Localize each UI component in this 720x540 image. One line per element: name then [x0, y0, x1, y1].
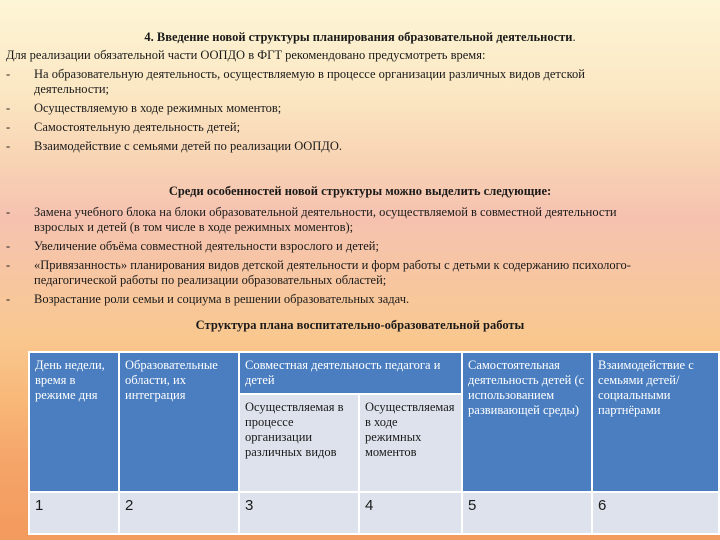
intro-text: Для реализации обязательной части ООПДО в ФГТ рекомендовано предусмотреть время: — [6, 48, 486, 62]
column-number: 6 — [592, 492, 719, 534]
header-interaction: Взаимодействие с семьями детей/социальными партнёрами — [592, 352, 719, 492]
header-independent-activity: Самостоятельная деятельность детей (с использованием развивающей среды) — [462, 352, 592, 492]
header-day: День недели, время в режиме дня — [29, 352, 119, 492]
list-item: - Замена учебного блока на блоки образовательной деятельности, осуществляемой в совместной деятельности взрослых и детей (в том числе в ходе режимных моментов); — [4, 205, 644, 235]
list-item: - На образовательную деятельность, осуществляемую в процессе организации различных видов детской деятельности; — [4, 67, 644, 97]
list-item: - Самостоятельную деятельность детей; — [4, 120, 644, 135]
column-number: 3 — [239, 492, 359, 534]
features-list — [4, 205, 644, 311]
section-title-text: 4. Введение новой структуры планирования образовательной деятельности — [144, 30, 573, 44]
table-title: Структура плана воспитательно-образовательной работы — [195, 318, 525, 332]
section-title-dot: . — [572, 30, 576, 44]
list-item: - Взаимодействие с семьями детей по реализации ООПДО. — [4, 139, 644, 154]
subheader-in-routine: Осуществляемая в ходе режимных моментов — [359, 394, 462, 492]
column-number: 2 — [119, 492, 239, 534]
header-joint-activity: Совместная деятельность педагога и детей — [239, 352, 462, 394]
list-item: - Осуществляемую в ходе режимных моментов; — [4, 101, 644, 116]
column-number: 4 — [359, 492, 462, 534]
list-item: - Возрастание роли семьи и социума в решении образовательных задач. — [4, 292, 644, 307]
list-item: - «Привязанность» планирования видов детской деятельности и форм работы с детьми к содержанию психолого-педагогической работы по реализации образовательных областей; — [4, 258, 644, 288]
header-areas: Образовательные области, их интеграция — [119, 352, 239, 492]
list-item: - Увеличение объёма совместной деятельности взрослого и детей; — [4, 239, 644, 254]
table-row — [29, 492, 719, 534]
column-number: 5 — [462, 492, 592, 534]
plan-structure-table — [28, 351, 720, 535]
features-title: Среди особенностей новой структуры можно выделить следующие: — [168, 184, 552, 198]
section-title — [0, 30, 720, 45]
column-number: 1 — [29, 492, 119, 534]
time-allocation-list — [4, 67, 644, 158]
subheader-in-process: Осуществляемая в процессе организации различных видов — [239, 394, 359, 492]
